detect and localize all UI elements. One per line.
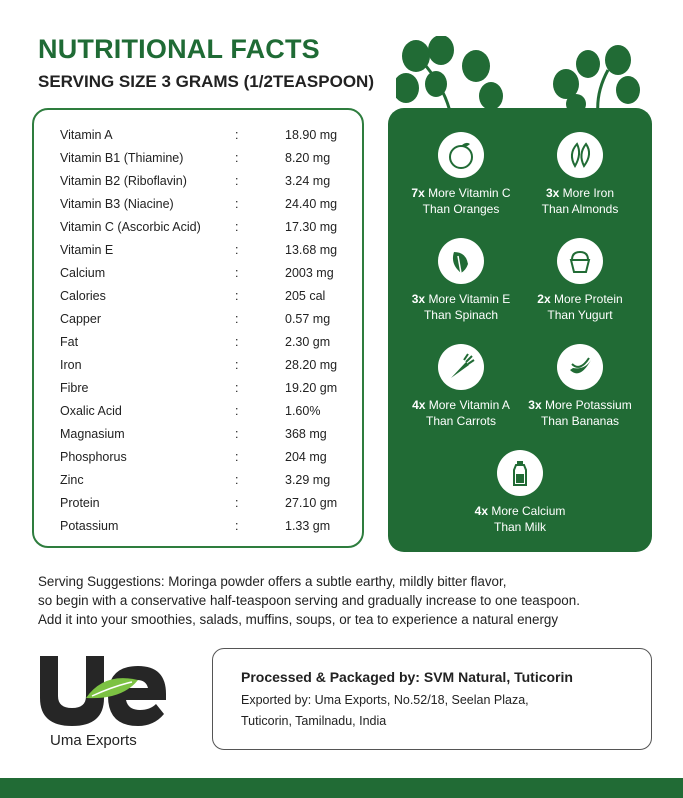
serving-suggestions: [38, 572, 648, 629]
fact-row: [34, 335, 362, 357]
fact-name: Calories: [60, 289, 106, 303]
uma-exports-logo: [36, 652, 170, 728]
fact-name: Vitamin B1 (Thiamine): [60, 151, 184, 165]
fact-name: Magnasium: [60, 427, 125, 441]
fact-name: Protein: [60, 496, 100, 510]
fact-value: 1.33 gm: [285, 519, 331, 533]
fact-row: [34, 220, 362, 242]
fact-row: [34, 404, 362, 426]
benefits-panel: [388, 108, 652, 552]
fact-separator: :: [235, 404, 239, 418]
fact-name: Oxalic Acid: [60, 404, 122, 418]
benefit-multiplier: 3x: [545, 186, 560, 200]
fact-value: 27.10 gm: [285, 496, 338, 510]
benefit-line2: Than Bananas: [540, 414, 620, 428]
suggestion-line: Add it into your smoothies, salads, muffins, soups, or tea to experience a natural energy: [38, 612, 559, 627]
fact-separator: :: [235, 151, 239, 165]
fact-name: Phosphorus: [60, 450, 127, 464]
benefit-line2: Than Carrots: [425, 414, 497, 428]
brand-name: Uma Exports: [50, 732, 137, 749]
fact-value: 28.20 mg: [285, 358, 338, 372]
benefit-potassium: [514, 344, 646, 429]
benefit-vitamin-c: [395, 132, 527, 217]
fact-separator: :: [235, 450, 239, 464]
fact-separator: :: [235, 128, 239, 142]
fact-row: [34, 496, 362, 518]
fact-name: Vitamin B3 (Niacine): [60, 197, 174, 211]
exporter-address-line: Exported by: Uma Exports, No.52/18, Seelan Plaza,: [241, 693, 529, 707]
fact-separator: :: [235, 381, 239, 395]
benefit-line2: Than Milk: [493, 520, 546, 534]
fact-name: Potassium: [60, 519, 119, 533]
moringa-leaves-right-icon: [548, 42, 644, 114]
orange-icon: [438, 132, 484, 178]
fact-row: [34, 312, 362, 334]
fact-value: 19.20 gm: [285, 381, 338, 395]
fact-row: [34, 174, 362, 196]
fact-value: 205 cal: [285, 289, 326, 303]
almond-icon: [557, 132, 603, 178]
fact-separator: :: [235, 174, 239, 188]
processor-title: Processed & Packaged by: SVM Natural, Tuticorin: [241, 669, 573, 685]
spinach-icon: [438, 238, 484, 284]
benefit-line1: More Vitamin A: [428, 398, 510, 412]
fact-value: 204 mg: [285, 450, 327, 464]
benefit-multiplier: 7x: [411, 186, 425, 200]
benefit-line1: More Vitamin C: [428, 186, 511, 200]
benefit-line1: More Vitamin E: [428, 292, 511, 306]
fact-row: [34, 151, 362, 173]
benefit-line1: More Protein: [554, 292, 623, 306]
yogurt-icon: [557, 238, 603, 284]
fact-row: [34, 381, 362, 403]
fact-name: Calcium: [60, 266, 106, 280]
fact-row: [34, 128, 362, 150]
fact-value: 368 mg: [285, 427, 327, 441]
fact-row: [34, 358, 362, 380]
fact-value: 0.57 mg: [285, 312, 331, 326]
fact-value: 2.30 gm: [285, 335, 331, 349]
benefit-line1: More Iron: [562, 186, 615, 200]
fact-value: 17.30 mg: [285, 220, 338, 234]
fact-separator: :: [235, 243, 239, 257]
fact-row: [34, 427, 362, 449]
fact-value: 18.90 mg: [285, 128, 338, 142]
benefit-line1: More Potassium: [545, 398, 632, 412]
banana-icon: [557, 344, 603, 390]
fact-name: Fat: [60, 335, 79, 349]
fact-name: Zinc: [60, 473, 84, 487]
benefit-calcium: [454, 450, 586, 535]
fact-separator: :: [235, 266, 239, 280]
milk-bottle-icon: [497, 450, 543, 496]
benefit-vitamin-e: [395, 238, 527, 323]
fact-value: 13.68 mg: [285, 243, 338, 257]
fact-value: 8.20 mg: [285, 151, 331, 165]
fact-separator: :: [235, 519, 239, 533]
benefit-multiplier: 2x: [537, 292, 551, 306]
benefit-line2: Than Spinach: [423, 308, 499, 322]
page-title: NUTRITIONAL FACTS: [38, 34, 320, 64]
fact-name: Vitamin A: [60, 128, 113, 142]
fact-row: [34, 519, 362, 541]
fact-value: 24.40 mg: [285, 197, 338, 211]
fact-name: Vitamin B2 (Riboflavin): [60, 174, 187, 188]
fact-row: [34, 266, 362, 288]
fact-value: 1.60%: [285, 404, 321, 418]
fact-name: Capper: [60, 312, 101, 326]
carrot-icon: [438, 344, 484, 390]
fact-separator: :: [235, 197, 239, 211]
fact-row: [34, 289, 362, 311]
footer-bar: [0, 778, 683, 798]
suggestion-line: so begin with a conservative half-teaspoon serving and gradually increase to one teaspoon.: [38, 593, 580, 608]
fact-separator: :: [235, 358, 239, 372]
benefit-multiplier: 3x: [411, 292, 426, 306]
moringa-leaves-left-icon: [396, 36, 506, 116]
fact-value: 3.29 mg: [285, 473, 331, 487]
benefit-line1: More Calcium: [491, 504, 566, 518]
benefit-multiplier: 4x: [412, 398, 426, 412]
benefit-iron: [514, 132, 646, 217]
processor-info-box: [212, 648, 652, 750]
fact-separator: :: [235, 427, 239, 441]
benefit-line2: Than Almonds: [541, 202, 619, 216]
benefit-multiplier: 4x: [474, 504, 488, 518]
fact-row: [34, 473, 362, 495]
benefit-line2: Than Oranges: [422, 202, 500, 216]
fact-row: [34, 243, 362, 265]
fact-separator: :: [235, 473, 239, 487]
fact-row: [34, 197, 362, 219]
fact-name: Iron: [60, 358, 82, 372]
benefit-vitamin-a: [395, 344, 527, 429]
benefit-multiplier: 3x: [528, 398, 542, 412]
benefit-line2: Than Yugurt: [547, 308, 613, 322]
fact-name: Vitamin E: [60, 243, 114, 257]
fact-separator: :: [235, 220, 239, 234]
fact-separator: :: [235, 312, 239, 326]
nutrition-facts-box: [32, 108, 364, 548]
fact-separator: :: [235, 289, 239, 303]
benefit-protein: [514, 238, 646, 323]
fact-value: 3.24 mg: [285, 174, 331, 188]
suggestion-line: Serving Suggestions: Moringa powder offers a subtle earthy, mildly bitter flavor,: [38, 574, 507, 589]
fact-row: [34, 450, 362, 472]
exporter-address-line: Tuticorin, Tamilnadu, India: [241, 714, 387, 728]
fact-separator: :: [235, 496, 239, 510]
fact-name: Vitamin C (Ascorbic Acid): [60, 220, 201, 234]
serving-size-subtitle: SERVING SIZE 3 GRAMS (1/2TEASPOON): [38, 72, 374, 91]
fact-name: Fibre: [60, 381, 89, 395]
fact-value: 2003 mg: [285, 266, 334, 280]
fact-separator: :: [235, 335, 239, 349]
